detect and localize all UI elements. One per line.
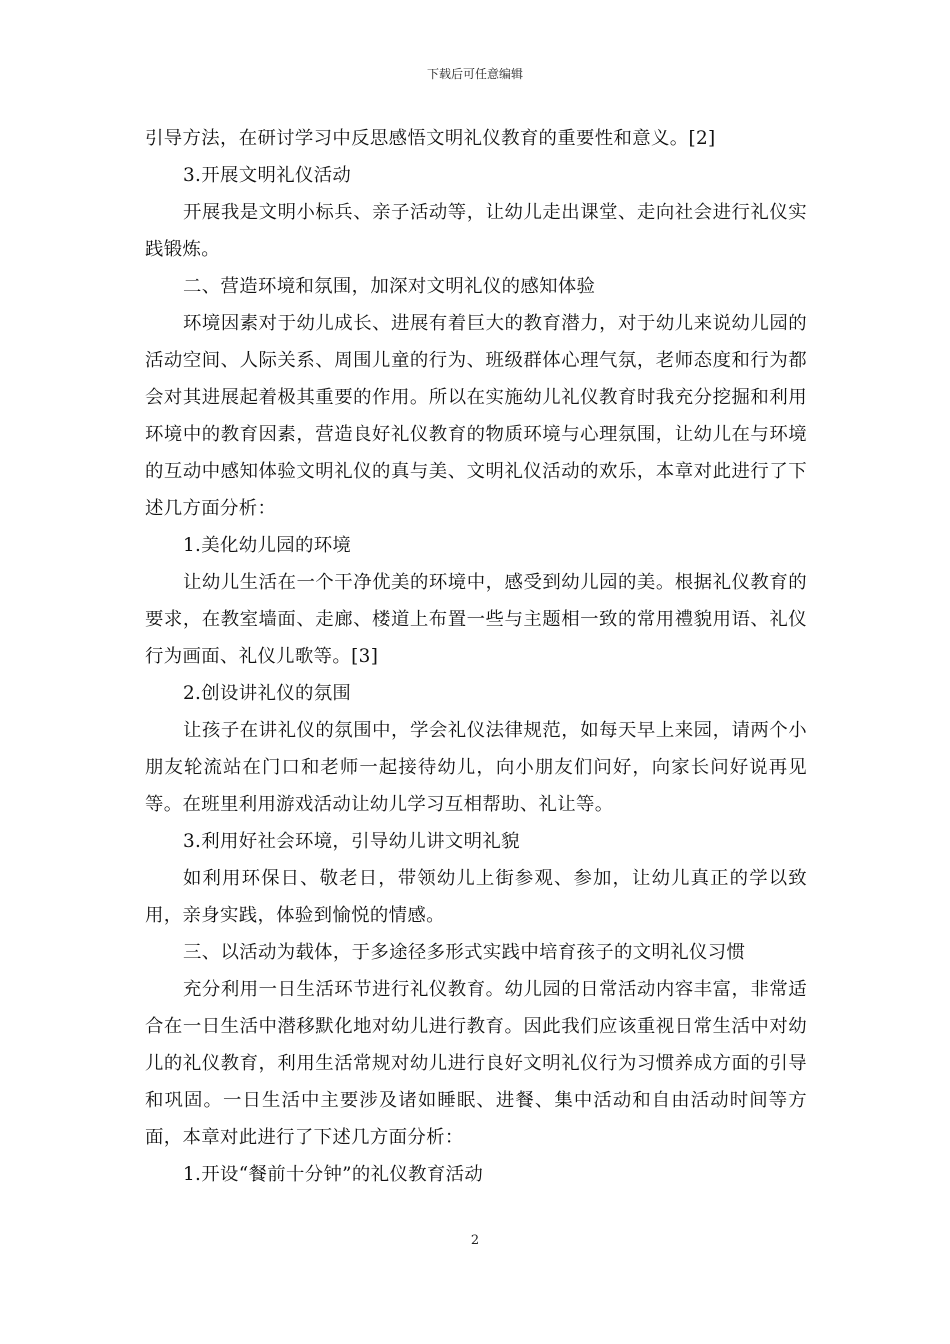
paragraph: 引导方法，在研讨学习中反思感悟文明礼仪教育的重要性和意义。[2] <box>145 128 716 149</box>
section-heading: 3.利用好社会环境，引导幼儿讲文明礼貌 <box>183 831 520 852</box>
paragraph: 如利用环保日、敬老日，带领幼儿上街参观、参加，让幼儿真正的学以致用，亲身实践，体验到愉悦的情感。 <box>145 868 807 926</box>
section-heading: 1.美化幼儿园的环境 <box>183 535 352 556</box>
paragraph: 环境因素对于幼儿成长、进展有着巨大的教育潜力，对于幼儿来说幼儿园的活动空间、人际关系、周围儿童的行为、班级群体心理气氛，老师态度和行为都会对其进展起着极其重要的作用。所以在实施幼儿礼仪教育时我充分挖掘和利用环境中的教育因素，营造良好礼仪教育的物质环境与心理氛围，让幼儿在与环境的互动中感知体验文明礼仪的真与美、文明礼仪活动的欢乐，本章对此进行了下述几方面分析： <box>145 313 807 519</box>
section-heading: 1.开设“餐前十分钟”的礼仪教育活动 <box>183 1164 484 1185</box>
section-heading: 二、营造环境和氛围，加深对文明礼仪的感知体验 <box>183 276 596 297</box>
section-heading: 三、以活动为载体，于多途径多形式实践中培育孩子的文明礼仪习惯 <box>183 942 746 963</box>
paragraph: 充分利用一日生活环节进行礼仪教育。幼儿园的日常活动内容丰富，非常适合在一日生活中潜移默化地对幼儿进行教育。因此我们应该重视日常生活中对幼儿的礼仪教育，利用生活常规对幼儿进行良好文明礼仪行为习惯养成方面的引导和巩固。一日生活中主要涉及诸如睡眠、进餐、集中活动和自由活动时间等方面，本章对此进行了下述几方面分析： <box>145 979 807 1148</box>
paragraph: 让孩子在讲礼仪的氛围中，学会礼仪法律规范，如每天早上来园，请两个小朋友轮流站在门口和老师一起接待幼儿，向小朋友们问好，向家长问好说再见等。在班里利用游戏活动让幼儿学习互相帮助、礼让等。 <box>145 720 807 815</box>
page-number: 2 <box>470 1233 480 1248</box>
paragraph: 开展我是文明小标兵、亲子活动等，让幼儿走出课堂、走向社会进行礼仪实践锻炼。 <box>145 202 807 260</box>
paragraph: 让幼儿生活在一个干净优美的环境中，感受到幼儿园的美。根据礼仪教育的要求，在教室墙面、走廊、楼道上布置一些与主题相一致的常用禮貌用语、礼仪行为画面、礼仪儿歌等。[3] <box>145 572 807 667</box>
section-heading: 3.开展文明礼仪活动 <box>183 165 352 186</box>
section-heading: 2.创设讲礼仪的氛围 <box>183 683 352 704</box>
page-header: 下载后可任意编辑 <box>426 67 523 81</box>
document-body <box>145 120 807 1193</box>
